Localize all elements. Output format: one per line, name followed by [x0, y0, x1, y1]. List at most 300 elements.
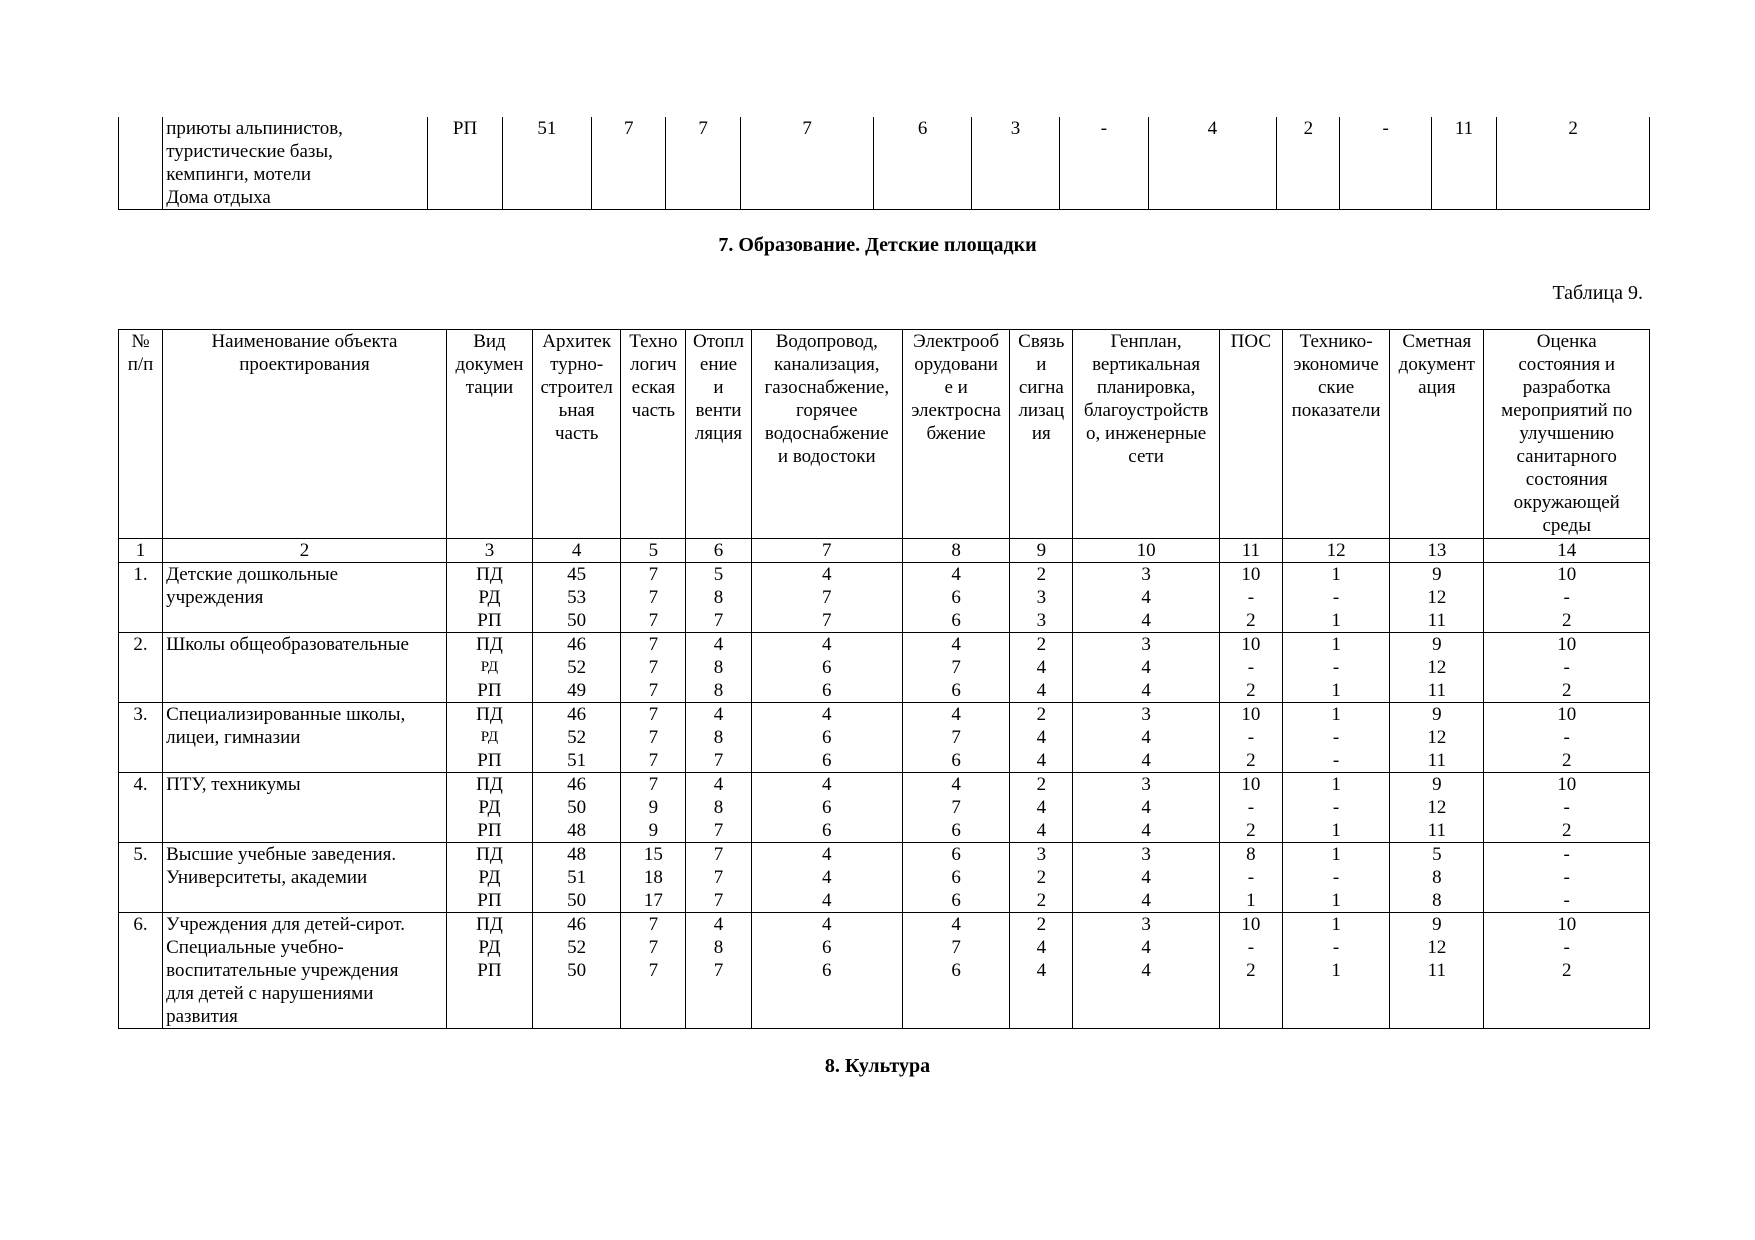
cell-value: 6	[951, 750, 961, 771]
cell-value: 2	[1561, 960, 1572, 981]
row-number: 3.	[119, 703, 163, 773]
cell-value: 7	[648, 634, 659, 655]
cell-value: 7	[648, 914, 659, 935]
cell-value: -	[1563, 867, 1570, 888]
cell-value: 10	[1241, 914, 1261, 935]
cell-value: 7	[648, 657, 659, 678]
table-cell	[446, 913, 532, 1029]
table-cell	[1219, 563, 1282, 633]
cell-value: 10	[1557, 634, 1577, 655]
cell-value: 2	[1246, 750, 1256, 771]
row-number: 6.	[119, 913, 163, 1029]
cell-value: 53	[567, 587, 587, 608]
row-number: 2.	[119, 633, 163, 703]
cell-value: 4	[951, 774, 961, 795]
column-header	[1282, 330, 1389, 539]
cell-value: -	[1332, 727, 1340, 748]
cell-value: ПД	[476, 634, 503, 655]
table-cell	[1484, 563, 1650, 633]
cell-value: 50	[567, 960, 587, 981]
name-line: учреждения	[166, 587, 264, 608]
header-line: №	[131, 331, 150, 352]
table-cell	[902, 703, 1009, 773]
table-cell	[1484, 633, 1650, 703]
cell-value: 1	[1331, 704, 1341, 725]
cell-value: 4	[822, 774, 832, 795]
table-cell: -	[1340, 117, 1431, 210]
cell-value: 2	[1036, 564, 1047, 585]
cell-value: 6	[951, 890, 961, 911]
cell-value: -	[1247, 727, 1255, 748]
header-line: Оценка	[1536, 331, 1597, 352]
name-line: для детей с нарушениями	[166, 983, 374, 1004]
cell-value: 51	[567, 750, 587, 771]
cell-value: РП	[477, 750, 502, 771]
cell-value: -	[1563, 797, 1570, 818]
table-cell	[1484, 913, 1650, 1029]
table-cell	[446, 843, 532, 913]
header-line: санитарного	[1516, 446, 1617, 467]
cell-value: ПД	[476, 914, 503, 935]
column-number: 5	[621, 539, 686, 563]
cell-value: 2	[1246, 680, 1256, 701]
table-cell	[1390, 913, 1484, 1029]
cell-value: 10	[1557, 774, 1577, 795]
table-cell	[1219, 773, 1282, 843]
header-line: о, инженерные	[1086, 423, 1207, 444]
cell-value: -	[1332, 750, 1340, 771]
cell-value: 4	[713, 634, 724, 655]
cell-value: 4	[1036, 727, 1047, 748]
cell-value: 1	[1331, 564, 1341, 585]
cell-value: 7	[822, 610, 832, 631]
cell-value: 4	[1141, 937, 1151, 958]
name-line: развития	[166, 1006, 238, 1027]
cell-value: 4	[822, 914, 832, 935]
cell-value: 4	[822, 867, 832, 888]
header-line: электросна	[911, 400, 1001, 421]
name-line: Высшие учебные заведения.	[166, 844, 397, 865]
cell-value: 7	[713, 750, 724, 771]
object-name	[163, 843, 447, 913]
table-cell	[621, 563, 686, 633]
header-line: ение	[699, 354, 738, 375]
cell-value: 6	[951, 820, 961, 841]
table-cell	[686, 633, 751, 703]
cell-value: 50	[567, 797, 587, 818]
cell-value: 6	[951, 680, 961, 701]
cell-value: РП	[477, 680, 502, 701]
cell-value: 4	[951, 634, 961, 655]
table-cell	[533, 563, 621, 633]
table-cell	[686, 563, 751, 633]
cell-value: 6	[822, 797, 832, 818]
cell-value: 7	[648, 564, 659, 585]
cell-value: 10	[1241, 564, 1261, 585]
table-cell	[1282, 563, 1389, 633]
column-number: 14	[1484, 539, 1650, 563]
table-cell	[902, 913, 1009, 1029]
cell-value: 3	[1141, 704, 1151, 725]
header-line: состояния	[1525, 469, 1608, 490]
table-cell	[446, 563, 532, 633]
table-cell	[1282, 913, 1389, 1029]
cell-value: 3	[1141, 774, 1151, 795]
cell-value: 7	[648, 774, 659, 795]
table-cell	[902, 773, 1009, 843]
header-line: турно-	[550, 354, 604, 375]
cell-value: 17	[643, 890, 663, 911]
cell-value: -	[1247, 867, 1255, 888]
column-number: 13	[1390, 539, 1484, 563]
cell-value: 2	[1561, 820, 1572, 841]
header-line: строител	[540, 377, 613, 398]
cell-value: 8	[713, 727, 724, 748]
column-header	[446, 330, 532, 539]
header-line: горячее	[796, 400, 858, 421]
header-line: Техно	[629, 331, 678, 352]
header-line: часть	[554, 423, 599, 444]
cell-value: 4	[822, 890, 832, 911]
table-cell	[751, 563, 902, 633]
column-header	[621, 330, 686, 539]
header-line: мероприятий по	[1501, 400, 1633, 421]
column-number: 10	[1073, 539, 1219, 563]
table-cell	[1282, 703, 1389, 773]
cell-value: 12	[1427, 727, 1447, 748]
cell-value: 52	[567, 727, 587, 748]
section-title: 7. Образование. Детские площадки	[718, 234, 1037, 256]
table-cell	[1282, 773, 1389, 843]
table-cell	[686, 773, 751, 843]
table-cell	[1073, 703, 1219, 773]
cell-value: 4	[1141, 587, 1151, 608]
cell-value: 7	[713, 844, 724, 865]
cell-value: РП	[477, 960, 502, 981]
cell-value: 7	[648, 680, 659, 701]
table-cell	[1073, 913, 1219, 1029]
header-line: благоустройств	[1083, 400, 1209, 421]
header-line: водоснабжение	[764, 423, 889, 444]
cell-value: 46	[567, 914, 587, 935]
name-line: приюты альпинистов,	[166, 118, 343, 139]
header-line: Связь	[1018, 331, 1065, 352]
cell-value: 6	[951, 867, 961, 888]
cell-value: 3	[1141, 564, 1151, 585]
column-number: 12	[1282, 539, 1389, 563]
table-cell	[621, 703, 686, 773]
cell-value: 2	[1561, 680, 1572, 701]
cell-value: 4	[1036, 797, 1047, 818]
table-cell: 6	[874, 117, 971, 210]
cell-value: РД	[480, 659, 499, 675]
cell-value: -	[1332, 937, 1340, 958]
cell-value: 11	[1427, 820, 1446, 841]
table-cell: 7	[666, 117, 740, 210]
cell-value: -	[1247, 657, 1255, 678]
cell-value: 6	[951, 587, 961, 608]
cell-value: РД	[478, 797, 501, 818]
cell-value: 12	[1427, 657, 1447, 678]
cell-value: 7	[713, 820, 724, 841]
table-row	[119, 843, 1650, 913]
header-line: Генплан,	[1110, 331, 1182, 352]
column-header	[751, 330, 902, 539]
table-cell	[751, 703, 902, 773]
table-cell	[1484, 703, 1650, 773]
object-name	[163, 703, 447, 773]
cell-value: 3	[1036, 610, 1047, 631]
column-header	[163, 330, 447, 539]
cell-value: -	[1332, 867, 1340, 888]
table-cell	[1390, 773, 1484, 843]
table-9	[118, 329, 1650, 1029]
table-row	[119, 117, 1650, 210]
column-header	[533, 330, 621, 539]
table-cell	[1010, 773, 1073, 843]
cell-value: 8	[713, 657, 724, 678]
cell-value: 8	[1246, 844, 1256, 865]
object-name	[163, 633, 447, 703]
header-line: Технико-	[1299, 331, 1373, 352]
cell-value: 6	[822, 727, 832, 748]
cell-value: 10	[1241, 634, 1261, 655]
column-number: 4	[533, 539, 621, 563]
cell-value: 6	[951, 960, 961, 981]
table-cell: -	[1060, 117, 1148, 210]
cell-value: 9	[1432, 914, 1442, 935]
cell-value: 46	[567, 704, 587, 725]
cell-value: 7	[648, 937, 659, 958]
cell-value: 6	[822, 820, 832, 841]
cell-value: 4	[951, 564, 961, 585]
cell-value: 4	[951, 914, 961, 935]
cell-value: 8	[1432, 890, 1442, 911]
column-number: 8	[902, 539, 1009, 563]
cell-value: 46	[567, 774, 587, 795]
table-cell: 7	[740, 117, 874, 210]
cell-value: ПД	[476, 774, 503, 795]
table-cell	[686, 913, 751, 1029]
cell-value: 12	[1427, 797, 1447, 818]
cell-value: 8	[713, 937, 724, 958]
cell-value: 6	[822, 937, 832, 958]
cell-value: 7	[648, 750, 659, 771]
cell-value: 1	[1331, 914, 1341, 935]
header-line: часть	[631, 400, 676, 421]
header-line: тации	[465, 377, 514, 398]
column-header	[1390, 330, 1484, 539]
cell-value: 6	[822, 960, 832, 981]
cell-value: ПД	[476, 844, 503, 865]
cell-value: РД	[478, 867, 501, 888]
cell-value: РП	[477, 610, 502, 631]
header-line: улучшению	[1519, 423, 1615, 444]
header-line: планировка,	[1096, 377, 1196, 398]
column-number: 3	[446, 539, 532, 563]
cell-value: 4	[822, 634, 832, 655]
object-name-cell	[163, 117, 428, 210]
cell-value: 6	[822, 750, 832, 771]
header-line: Архитек	[542, 331, 612, 352]
header-line: состояния и	[1518, 354, 1616, 375]
header-line: ация	[1418, 377, 1456, 398]
cell-value: 46	[567, 634, 587, 655]
cell-value: 10	[1241, 774, 1261, 795]
cell-value: ПД	[476, 704, 503, 725]
cell-value: 4	[1141, 960, 1151, 981]
cell-value: 7	[648, 587, 659, 608]
previous-table-continuation	[118, 117, 1650, 210]
row-number: 1.	[119, 563, 163, 633]
cell-value: 49	[567, 680, 587, 701]
name-line: Детские дошкольные	[166, 564, 339, 585]
cell-value: 7	[648, 960, 659, 981]
cell-value: 4	[713, 704, 724, 725]
column-number: 6	[686, 539, 751, 563]
cell-value: 45	[567, 564, 587, 585]
cell-value: 4	[951, 704, 961, 725]
table-cell	[533, 913, 621, 1029]
header-line: докумен	[455, 354, 524, 375]
cell-value: 4	[1036, 750, 1047, 771]
cell-value: 4	[1036, 960, 1047, 981]
table-cell	[902, 633, 1009, 703]
name-line: Дома отдыха	[166, 187, 271, 208]
cell-value: 7	[713, 867, 724, 888]
cell-value: 1	[1246, 890, 1256, 911]
cell-value: 4	[713, 914, 724, 935]
name-line: Специализированные школы,	[166, 704, 406, 725]
header-line: Сметная	[1402, 331, 1472, 352]
column-number: 11	[1219, 539, 1282, 563]
cell-value: 1	[1331, 844, 1341, 865]
table-cell	[621, 773, 686, 843]
cell-value: 7	[648, 727, 659, 748]
name-line: Университеты, академии	[166, 867, 368, 888]
object-name	[163, 563, 447, 633]
table-cell: 11	[1431, 117, 1496, 210]
header-line: сети	[1128, 446, 1164, 467]
column-header	[902, 330, 1009, 539]
cell-value: 18	[643, 867, 663, 888]
table-cell	[751, 913, 902, 1029]
header-line: сигна	[1018, 377, 1064, 398]
cell-value: 9	[648, 797, 659, 818]
cell-value: -	[1563, 657, 1570, 678]
cell-value: 10	[1557, 564, 1577, 585]
cell-value: 2	[1036, 634, 1047, 655]
header-line: еская	[631, 377, 676, 398]
column-number: 7	[751, 539, 902, 563]
cell-value: 10	[1241, 704, 1261, 725]
column-header	[1073, 330, 1219, 539]
column-number-row	[119, 539, 1650, 563]
table-cell: 51	[502, 117, 591, 210]
cell-value: 52	[567, 657, 587, 678]
header-line: ПОС	[1230, 331, 1272, 352]
cell-value: 4	[1141, 867, 1151, 888]
cell-value: 3	[1141, 844, 1151, 865]
header-line: Электрооб	[913, 331, 1000, 352]
header-line: экономиче	[1293, 354, 1379, 375]
table-cell	[533, 633, 621, 703]
cell-value: 1	[1331, 634, 1341, 655]
cell-value: 2	[1036, 704, 1047, 725]
cell-value: 10	[1557, 914, 1577, 935]
cell-value: 2	[1246, 610, 1256, 631]
cell-value: 4	[1141, 727, 1151, 748]
table-cell: РП	[428, 117, 502, 210]
header-line: и	[1036, 354, 1047, 375]
header-line: ляция	[694, 423, 743, 444]
column-number: 9	[1010, 539, 1073, 563]
cell-value: 50	[567, 890, 587, 911]
cell-value: РД	[478, 937, 501, 958]
header-line: окружающей	[1513, 492, 1620, 513]
cell-value: 2	[1036, 914, 1047, 935]
cell-value: 12	[1427, 587, 1447, 608]
cell-value: 2	[1561, 610, 1572, 631]
header-line: показатели	[1291, 400, 1381, 421]
cell-value: 11	[1427, 680, 1446, 701]
cell-value: 5	[713, 564, 724, 585]
table-cell	[1219, 913, 1282, 1029]
table-cell	[1010, 843, 1073, 913]
cell-value: 1	[1331, 680, 1341, 701]
header-row	[119, 330, 1650, 539]
column-number: 1	[119, 539, 163, 563]
table-cell: 2	[1277, 117, 1340, 210]
cell-value: 4	[1141, 820, 1151, 841]
cell-value: 48	[567, 844, 587, 865]
header-line: венти	[695, 400, 742, 421]
cell-value: -	[1332, 587, 1340, 608]
table-cell	[686, 843, 751, 913]
column-header	[686, 330, 751, 539]
cell-value: 4	[1036, 820, 1047, 841]
cell-value: 4	[822, 564, 832, 585]
cell-value: -	[1332, 657, 1340, 678]
cell-value: 9	[1432, 704, 1442, 725]
column-header	[1484, 330, 1650, 539]
table-cell	[1219, 703, 1282, 773]
cell-value: 4	[713, 774, 724, 795]
cell-value: 8	[713, 797, 724, 818]
table-cell	[1219, 633, 1282, 703]
cell-value: 15	[643, 844, 663, 865]
cell-value: 2	[1036, 774, 1047, 795]
cell-value: -	[1563, 890, 1570, 911]
cell-value: 2	[1246, 820, 1256, 841]
cell-value: 7	[713, 890, 724, 911]
table-cell	[533, 703, 621, 773]
cell-value: РД	[480, 729, 499, 745]
cell-value: 7	[713, 610, 724, 631]
cell-value: 4	[1141, 657, 1151, 678]
cell-value: -	[1247, 587, 1255, 608]
cell-value: 4	[1141, 610, 1151, 631]
name-line: кемпинги, мотели	[166, 164, 312, 185]
cell-value: 1	[1331, 774, 1341, 795]
table-cell	[621, 633, 686, 703]
table-cell	[902, 563, 1009, 633]
cell-value: 3	[1036, 587, 1047, 608]
cell-value: 10	[1557, 704, 1577, 725]
table-cell	[1219, 843, 1282, 913]
cell-value: 11	[1427, 750, 1446, 771]
table-cell	[446, 633, 532, 703]
